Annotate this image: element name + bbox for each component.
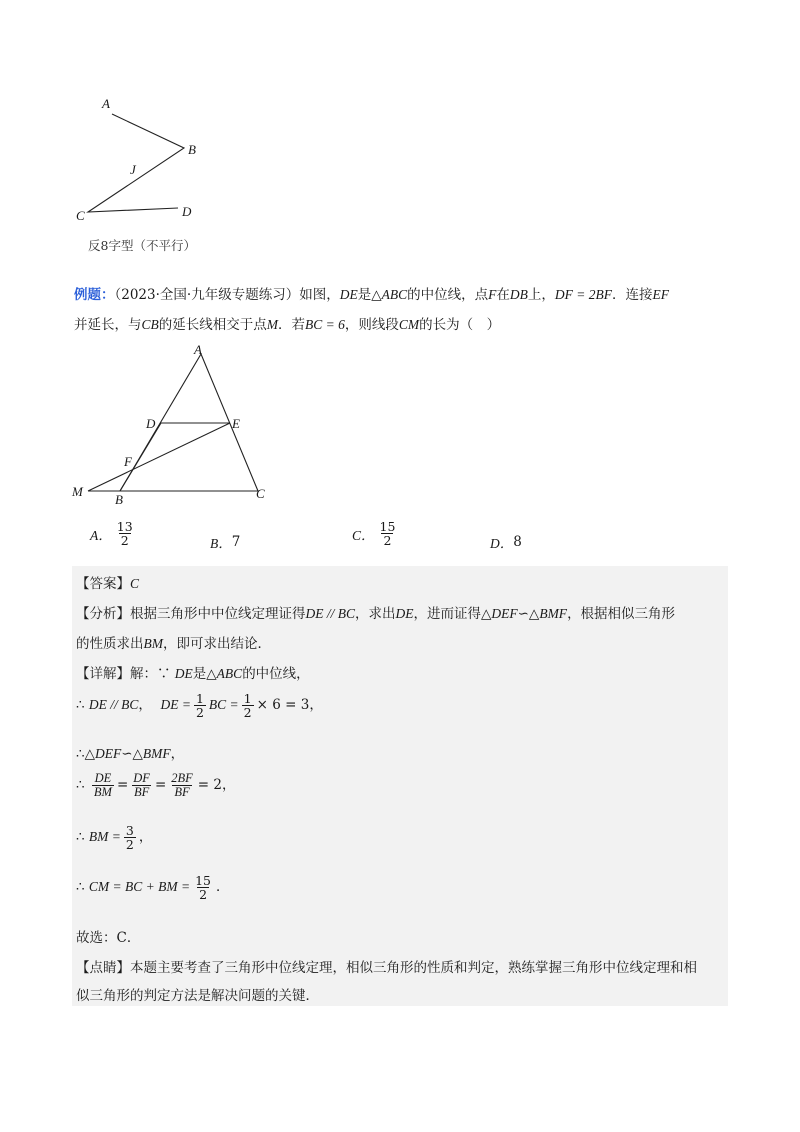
therefore-symbol: ∴ xyxy=(76,777,85,794)
math-BC-equals: BC = xyxy=(208,697,239,713)
figure2-label-A: A xyxy=(194,342,202,357)
figure1-label-C: C xyxy=(76,208,85,223)
math-BM: BM xyxy=(143,636,163,651)
analysis-text: ，即可求出结论． xyxy=(163,636,271,652)
math-F: F xyxy=(488,287,497,302)
fraction-fifteen-halves xyxy=(193,874,213,901)
choice-A-fraction xyxy=(115,520,135,547)
math-DB: DB xyxy=(509,287,528,302)
punctuation: ， xyxy=(170,746,185,762)
detail-tag: 【详解】 xyxy=(76,666,130,682)
example-text: ，则线段 xyxy=(344,317,399,333)
choice-B-value: 7 xyxy=(231,534,241,550)
fraction-2BF-BF xyxy=(169,772,195,799)
math-DE-equals: DE = xyxy=(160,697,191,713)
example-text: 的长为（ ） xyxy=(419,317,501,333)
figure2-label-E: E xyxy=(232,416,240,431)
choice-C-label: C． xyxy=(352,527,375,543)
because-symbol: ∵ xyxy=(157,666,171,682)
analysis-line-1 xyxy=(76,602,675,622)
figure2-label-M: M xyxy=(72,484,83,499)
math-similar-triangles: △DEF∽△BMF xyxy=(84,746,171,761)
figure-triangle xyxy=(66,338,286,514)
fraction-denominator: BF xyxy=(133,785,150,800)
math-equals-two: = 2 xyxy=(197,777,222,794)
choice-D xyxy=(490,532,522,552)
punctuation: ， xyxy=(221,777,236,794)
math-DE: DE xyxy=(395,606,414,621)
solution-panel xyxy=(72,566,728,1006)
comment-line-1 xyxy=(76,956,697,976)
comment-line-2 xyxy=(76,984,319,1004)
figure2-label-D: D xyxy=(146,416,156,431)
math-DE-parallel-BC: DE // BC xyxy=(88,697,139,713)
punctuation: ， xyxy=(309,697,323,714)
choice-B-label: B． xyxy=(210,536,232,551)
detail-step-3 xyxy=(76,772,235,799)
choice-A-numerator: 13 xyxy=(116,519,133,534)
figure2-label-F: F xyxy=(124,454,132,469)
math-DE: DE xyxy=(174,666,193,681)
fraction-denominator: 2 xyxy=(243,705,252,721)
figure1-caption: 反8字型（不平行） xyxy=(88,238,196,253)
fraction-denominator: 2 xyxy=(199,887,208,903)
punctuation: ． xyxy=(216,879,230,896)
analysis-text: ，根据相似三角形 xyxy=(567,606,676,622)
choice-C xyxy=(352,520,400,547)
therefore-symbol: ∴ xyxy=(76,746,85,762)
therefore-symbol: ∴ xyxy=(76,879,85,896)
fraction-three-halves xyxy=(124,824,136,851)
answer-tag: 【答案】 xyxy=(76,576,130,592)
punctuation: ， xyxy=(138,697,152,714)
fraction-denominator: BF xyxy=(174,785,190,800)
therefore-symbol: ∴ xyxy=(76,829,85,846)
detail-step-4 xyxy=(76,824,152,851)
answer-value: C xyxy=(130,576,140,591)
math-BM-equals: BM = xyxy=(88,829,121,845)
math-DE: DE xyxy=(339,287,358,302)
example-text: 在 xyxy=(496,287,510,303)
fraction-numerator: 1 xyxy=(195,691,204,706)
choice-B xyxy=(210,532,240,552)
choose-text: 故选：C． xyxy=(76,930,141,946)
math-triangle-ABC: △ABC xyxy=(206,666,243,681)
math-DE-parallel-BC: DE // BC xyxy=(305,606,355,621)
example-text: 并延长，与 xyxy=(74,317,142,333)
analysis-text: ，求出 xyxy=(355,606,396,622)
fraction-denominator: 2 xyxy=(195,705,204,721)
fraction-denominator: 2 xyxy=(125,837,134,853)
figure1-label-A: A xyxy=(102,96,110,111)
detail-step-2 xyxy=(76,742,184,762)
fraction-half xyxy=(194,692,206,719)
comment-text: 本题主要考查了三角形中位线定理，相似三角形的性质和判定，熟练掌握三角形中位线定理和相 xyxy=(130,960,697,976)
punctuation: ， xyxy=(138,829,153,846)
math-triangle-ABC: △ABC xyxy=(371,287,408,302)
segment-EM xyxy=(88,423,230,491)
comment-tag: 【点睛】 xyxy=(76,960,130,976)
figure-reverse-8 xyxy=(70,92,210,232)
example-text: ．若 xyxy=(278,317,306,333)
fraction-half xyxy=(242,692,254,719)
choice-C-numerator: 15 xyxy=(379,519,396,534)
example-text: （2023·全国·九年级专题练习）如图， xyxy=(114,287,340,303)
equals-sign: = xyxy=(154,777,167,794)
math-CB: CB xyxy=(141,317,159,332)
detail-step-5 xyxy=(76,874,230,901)
fraction-numerator: DE xyxy=(94,771,112,785)
figure1-label-J: J xyxy=(130,162,136,177)
analysis-text: 的性质求出 xyxy=(76,636,144,652)
analysis-line-2 xyxy=(76,632,271,652)
fraction-DF-BF xyxy=(131,772,152,799)
analysis-tag: 【分析】 xyxy=(76,606,130,622)
math-similar-triangles: △DEF∽△BMF xyxy=(481,606,568,621)
math-DF-equation: DF = 2BF xyxy=(554,287,612,302)
detail-line-1 xyxy=(76,662,310,682)
detail-step-1 xyxy=(76,692,323,719)
fraction-numerator: DF xyxy=(133,771,150,785)
figure1-label-B: B xyxy=(188,142,196,157)
comment-text: 似三角形的判定方法是解决问题的关键． xyxy=(76,988,319,1004)
choice-C-fraction xyxy=(378,520,398,547)
choice-C-denominator: 2 xyxy=(383,533,392,549)
fraction-numerator: 3 xyxy=(125,823,134,838)
equals-sign: = xyxy=(116,777,129,794)
detail-text: 是 xyxy=(192,666,207,682)
choice-A-label: A． xyxy=(90,527,112,543)
fraction-DE-BM xyxy=(92,772,114,799)
figure1-label-D: D xyxy=(182,204,192,219)
math-EF: EF xyxy=(652,287,669,302)
figure2-label-C: C xyxy=(256,486,265,501)
math-times-six: × 6 = 3 xyxy=(256,697,310,714)
fraction-numerator: 15 xyxy=(195,873,211,888)
math-BC-equation: BC = 6 xyxy=(305,317,345,332)
analysis-text: 根据三角形中中位线定理证得 xyxy=(130,606,306,622)
figure1-lines xyxy=(88,114,184,212)
detail-text: 解： xyxy=(130,666,157,682)
math-CM-equals: CM = BC + BM = xyxy=(88,879,191,895)
fraction-numerator: 2BF xyxy=(171,771,193,785)
choice-D-label: D． xyxy=(490,536,514,551)
example-text: 是 xyxy=(357,287,372,303)
therefore-symbol: ∴ xyxy=(76,697,85,714)
figure2-label-B: B xyxy=(115,492,123,507)
example-text: ．连接 xyxy=(611,287,653,303)
example-text: 的延长线相交于点 xyxy=(158,317,267,333)
fraction-numerator: 1 xyxy=(243,691,252,706)
choice-D-value: 8 xyxy=(513,534,522,550)
analysis-text: ，进而证得 xyxy=(413,606,481,622)
answer-line xyxy=(76,572,139,592)
answer-choices xyxy=(90,520,690,564)
example-question xyxy=(74,280,734,340)
example-text: 的中位线，点 xyxy=(407,287,489,303)
choose-line xyxy=(76,926,140,946)
example-text: 上， xyxy=(527,287,555,303)
detail-text: 的中位线， xyxy=(242,666,310,682)
math-M: M xyxy=(266,317,279,332)
choice-A xyxy=(90,520,138,547)
example-label: 例题： xyxy=(74,287,115,303)
math-CM: CM xyxy=(398,317,420,332)
fraction-denominator: BM xyxy=(93,785,112,800)
choice-A-denominator: 2 xyxy=(120,533,129,549)
